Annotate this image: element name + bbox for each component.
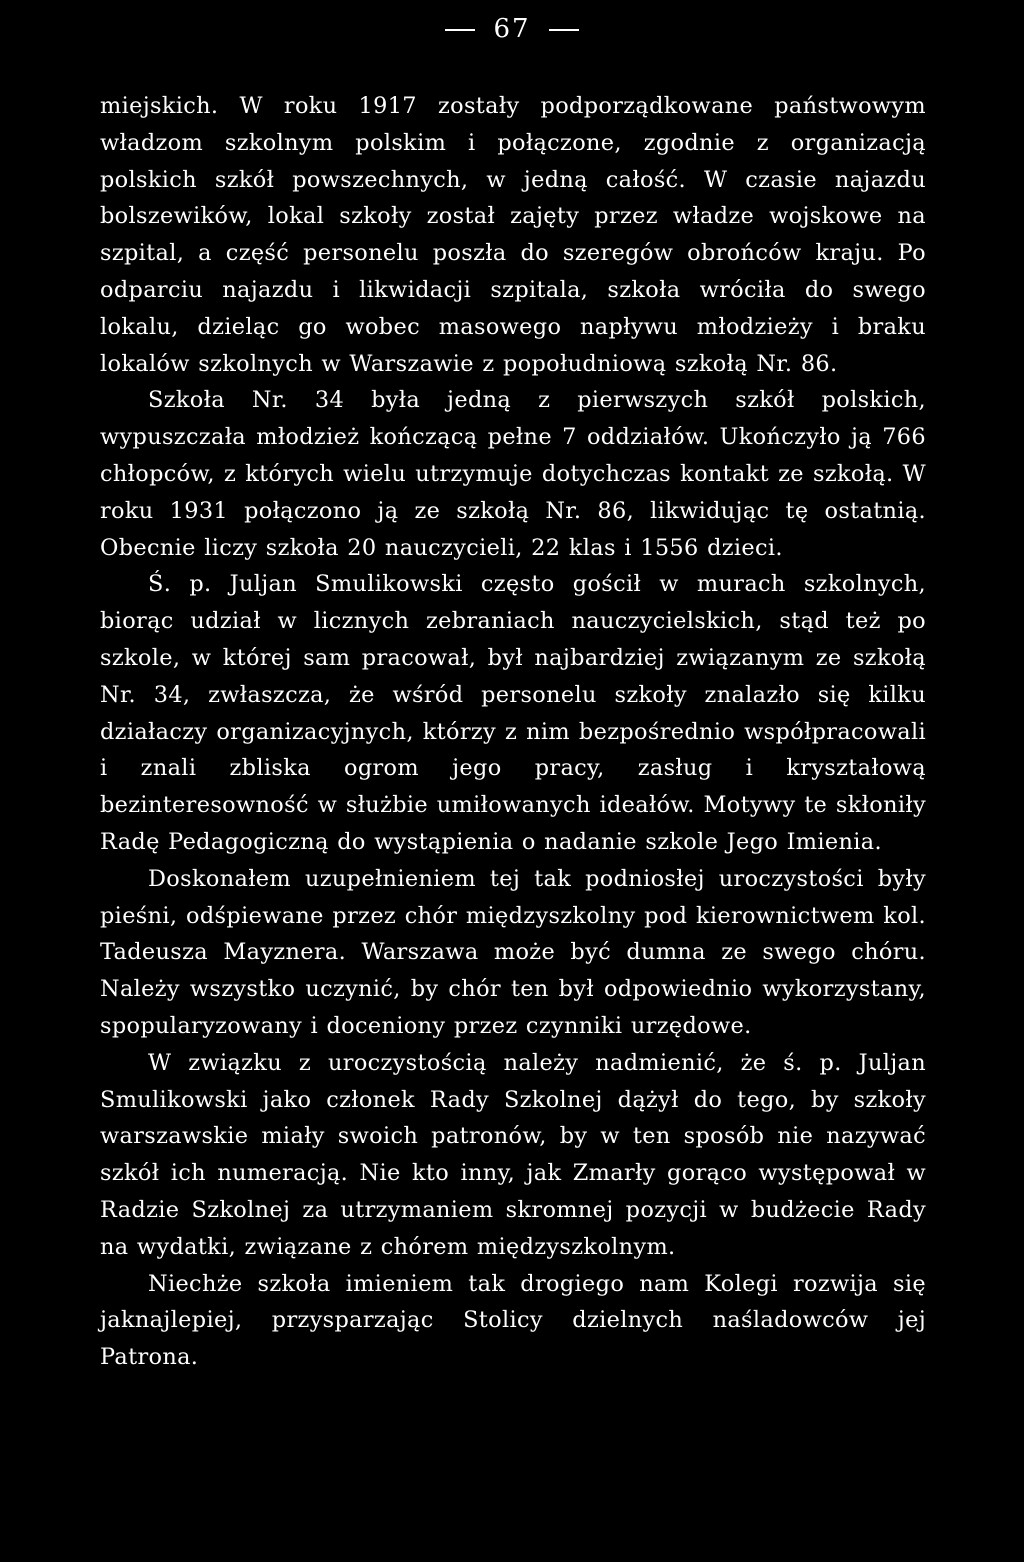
body-text <box>100 88 926 1376</box>
paragraph-5: W związku z uroczystością należy nadmienić, że ś. p. Juljan Smulikowski jako członek Rady Szkolnej dążył do tego, by szkoły warszawskie miały swoich patronów, by w ten sposób nie nazywać szkół ich numeracją. Nie kto inny, jak Zmarły gorąco występował w Radzie Szkolnej za utrzymaniem skromnej pozycji w budżecie Rady na wydatki, związane z chórem międzyszkolnym. <box>100 1049 926 1260</box>
page-header <box>0 14 1024 44</box>
paragraph-1: miejskich. W roku 1917 zostały podporządkowane państwowym władzom szkolnym polskim i połączone, zgodnie z organizacją polskich szkół powszechnych, w jedną całość. W czasie najazdu bolszewików, lokal szkoły został zajęty przez władze wojskowe na szpital, a część personelu poszła do szeregów obrońców kraju. Po odparciu najazdu i likwidacji szpitala, szkoła wróciła do swego lokalu, dzieląc go wobec masowego napływu młodzieży i braku lokalów szkolnych w Warszawie z popołudniową szkołą Nr. 86. <box>100 93 926 377</box>
paragraph-6: Niechże szkoła imieniem tak drogiego nam Kolegi rozwija się jaknajlepiej, przysparzając Stolicy dzielnych naśladowców jej Patrona. <box>100 1270 926 1371</box>
page-number: 67 <box>493 14 531 44</box>
paragraph-2: Szkoła Nr. 34 była jedną z pierwszych szkół polskich, wypuszczała młodzież kończącą pełne 7 oddziałów. Ukończyło ją 766 chłopców, z których wielu utrzymuje dotychczas kontakt ze szkołą. W roku 1931 połączono ją ze szkołą Nr. 86, likwidując tę ostatnią. Obecnie liczy szkoła 20 nauczycieli, 22 klas i 1556 dzieci. <box>100 387 926 561</box>
paragraph-4: Doskonałem uzupełnieniem tej tak podniosłej uroczystości były pieśni, odśpiewane przez chór międzyszkolny pod kierownictwem kol. Tadeusza Mayznera. Warszawa może być dumna ze swego chóru. Należy wszystko uczynić, by chór ten był odpowiednio wykorzystany, spopularyzowany i doceniony przez czynniki urzędowe. <box>100 865 926 1039</box>
header-dash-right <box>549 29 579 31</box>
paragraph-3: Ś. p. Juljan Smulikowski często gościł w murach szkolnych, biorąc udział w licznych zebraniach nauczycielskich, stąd też po szkole, w której sam pracował, był najbardziej związanym ze szkołą Nr. 34, zwłaszcza, że wśród personelu szkoły znalazło się kilku działaczy organizacyjnych, którzy z nim bezpośrednio współpracowali i znali zbliska ogrom jego pracy, zasług i kryształową bezinteresowność w służbie umiłowanych ideałów. Motywy te skłoniły Radę Pedagogiczną do wystąpienia o nadanie szkole Jego Imienia. <box>100 571 926 855</box>
header-dash-left <box>445 29 475 31</box>
